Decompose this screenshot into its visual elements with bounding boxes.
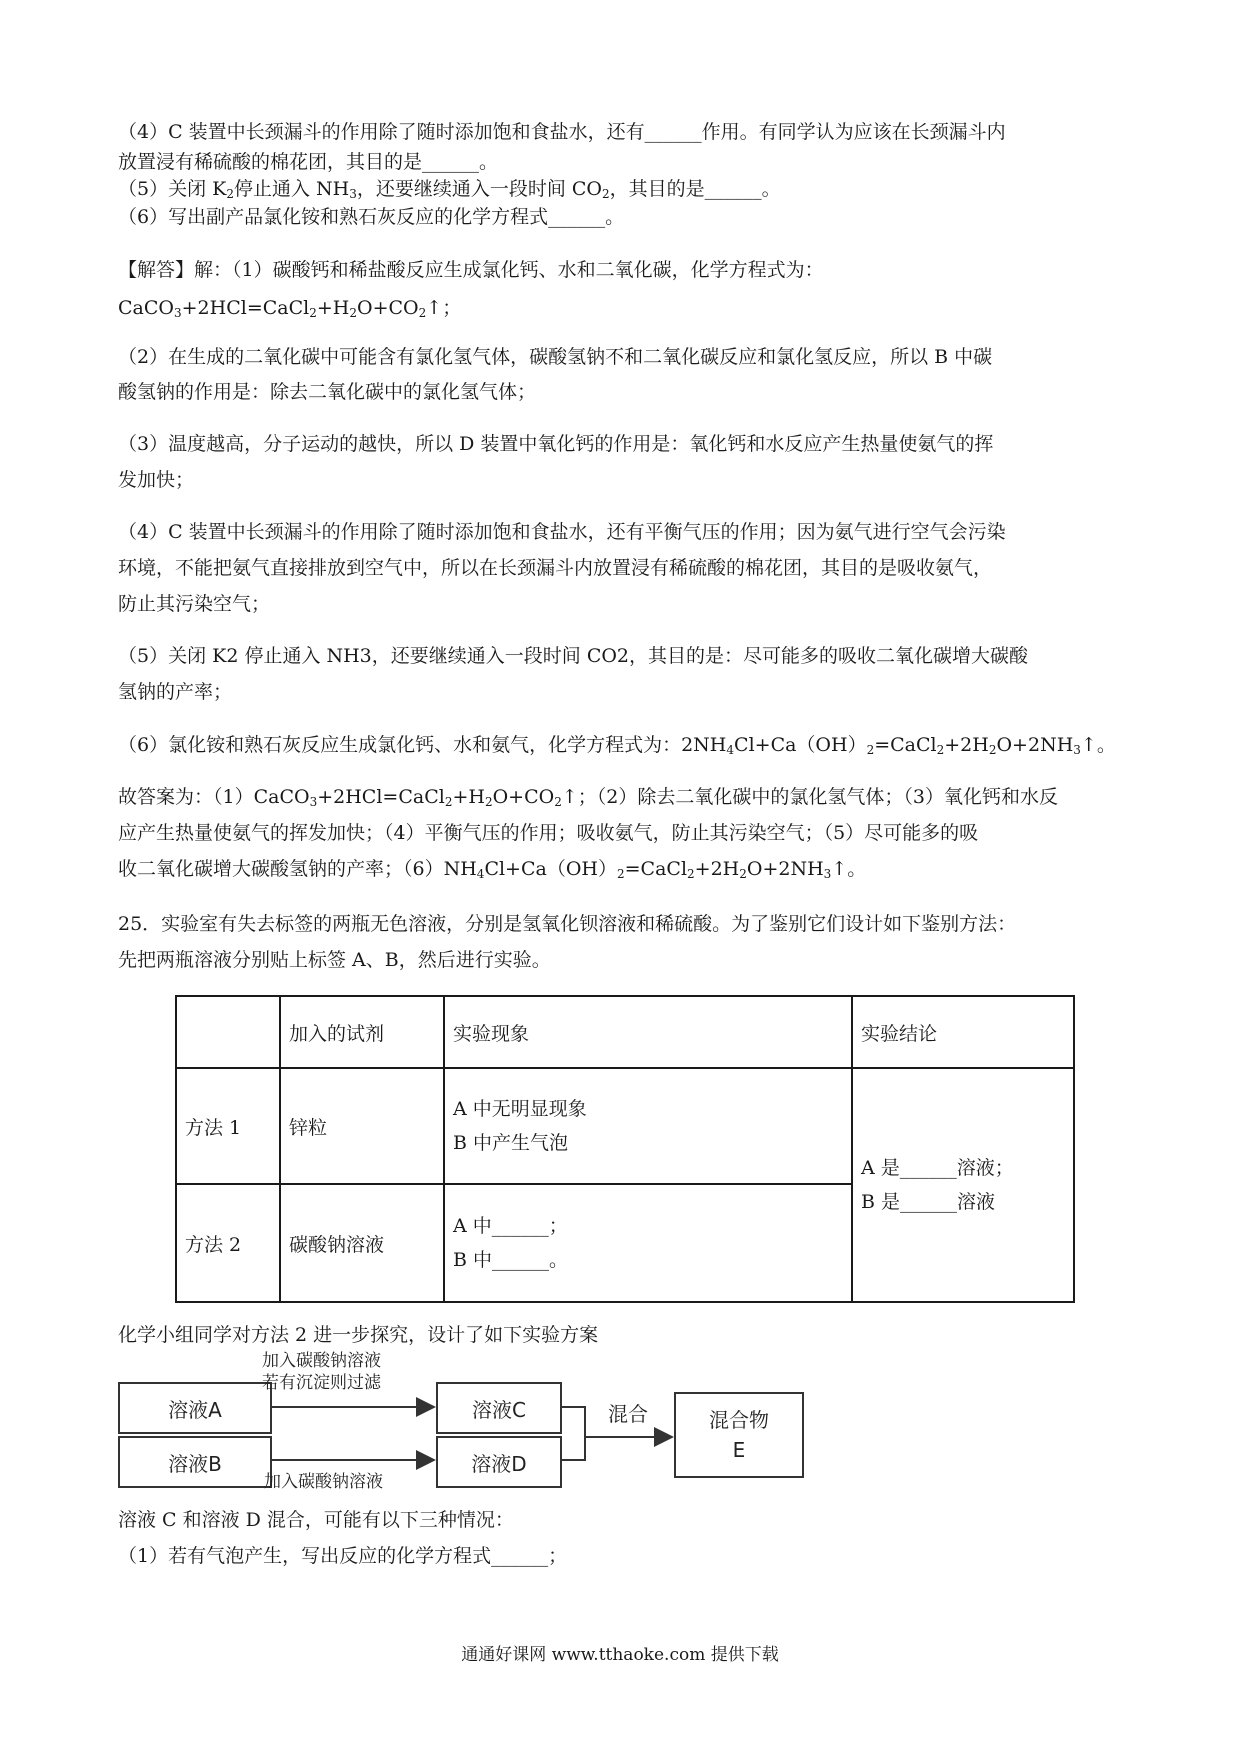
flow-label-mix: 混合 — [608, 1402, 648, 1426]
solution-d-box: 溶液D — [436, 1436, 562, 1488]
flow-label-add-sodium-carbonate-bottom: 加入碳酸钠溶液 — [264, 1472, 383, 1492]
after-table-text: 化学小组同学对方法 2 进一步探究，设计了如下实验方案 — [118, 1324, 599, 1346]
method-1-observation-a: A 中无明显现象 — [453, 1098, 587, 1120]
flow-label-add-sodium-carbonate-top: 加入碳酸钠溶液 — [262, 1351, 381, 1371]
question-4-line-2: 放置浸有稀硫酸的棉花团，其目的是______。 — [118, 151, 499, 173]
answer-3-line-2: 发加快； — [118, 469, 195, 491]
answer-5-line-2: 氢钠的产率； — [118, 681, 233, 703]
answer-3-line-1: （3）温度越高，分子运动的越快，所以 D 装置中氧化钙的作用是：氧化钙和水反应产生热量使氨气的挥 — [118, 433, 994, 455]
question-25-line-1: 25．实验室有失去标签的两瓶无色溶液，分别是氢氧化钡溶液和稀硫酸。为了鉴别它们设计如下鉴别方法： — [118, 913, 1017, 935]
conclusion-a: A 是______溶液； — [861, 1157, 1014, 1179]
final-answer-line-3: 收二氧化碳增大碳酸氢钠的产率；$(6)NH_4Cl+Ca(OH)_2=CaCl_2+2H_2O+2NH_3↑$。 — [118, 858, 867, 881]
question-sub-1: （1）若有气泡产生，写出反应的化学方程式______； — [118, 1545, 568, 1567]
method-2-observation-b: B 中______。 — [453, 1249, 569, 1271]
method-2-observation-a: A 中______； — [453, 1215, 568, 1237]
table-header-cell: 实验结论 — [852, 996, 1074, 1068]
mixture-e-label: 混合物 — [709, 1408, 769, 1432]
page-footer: 通通好课网 www.tthaoke.com 提供下载 — [461, 1645, 779, 1665]
flow-label-filter: 若有沉淀则过滤 — [262, 1373, 381, 1393]
method-1-reagent: 锌粒 — [280, 1068, 444, 1184]
mixture-e-box — [674, 1392, 804, 1478]
answer-1: 【解答】解：（1）碳酸钙和稀盐酸反应生成氯化钙、水和二氧化碳，化学方程式为： — [118, 259, 824, 281]
answer-2-line-2: 酸氢钠的作用是：除去二氧化碳中的氯化氢气体； — [118, 381, 537, 403]
question-5: （5）关闭 $K_2$停止通入 $NH_3$，还要继续通入一段时间 $CO_2$，其目的是______。 — [118, 178, 781, 201]
method-2-name: 方法 2 — [176, 1184, 280, 1302]
conclusion-b: B 是______溶液 — [861, 1191, 996, 1213]
answer-4-line-3: 防止其污染空气； — [118, 593, 271, 615]
answer-5-line-1: （5）关闭 K2 停止通入 NH3，还要继续通入一段时间 CO2，其目的是：尽可能多的吸收二氧化碳增大碳酸 — [118, 645, 1029, 667]
question-25-line-2: 先把两瓶溶液分别贴上标签 A、B，然后进行实验。 — [118, 949, 551, 971]
solution-b-box: 溶液B — [118, 1436, 272, 1488]
table-header-cell: 加入的试剂 — [280, 996, 444, 1068]
equation-1: $CaCO_3+2HCl=CaCl_2+H_2O+CO_2↑$； — [118, 297, 462, 320]
answer-2-line-1: （2）在生成的二氧化碳中可能含有氯化氢气体，碳酸氢钠不和二氧化碳反应和氯化氢反应，所以 B 中碳 — [118, 346, 993, 368]
solution-a-box: 溶液A — [118, 1382, 272, 1434]
after-flow-text: 溶液 C 和溶液 D 混合，可能有以下三种情况： — [118, 1509, 514, 1531]
method-1-name: 方法 1 — [176, 1068, 280, 1184]
final-answer-line-1: 故答案为：$(1)CaCO_3+2HCl=CaCl_2+H_2O+CO_2↑$；（2）除去二氧化碳中的氯化氢气体；（3）氧化钙和水反 — [118, 786, 1058, 809]
method-1-observation-b: B 中产生气泡 — [453, 1132, 569, 1154]
table-header-cell: 实验现象 — [444, 996, 852, 1068]
answer-6: （6）氯化铵和熟石灰反应生成氯化钙、水和氨气，化学方程式为：$2NH_4Cl+Ca(OH)_2=CaCl_2+2H_2O+2NH_3↑$。 — [118, 734, 1116, 757]
question-4-line-1: （4）C 装置中长颈漏斗的作用除了随时添加饱和食盐水，还有______作用。有同学认为应该在长颈漏斗内 — [118, 121, 1006, 143]
mixture-e-letter: E — [732, 1438, 746, 1462]
answer-4-line-1: （4）C 装置中长颈漏斗的作用除了随时添加饱和食盐水，还有平衡气压的作用；因为氨气进行空气会污染 — [118, 521, 1006, 543]
line-c-to-mix — [560, 1407, 585, 1437]
line-d-to-mix — [560, 1437, 585, 1460]
answer-4-line-2: 环境，不能把氨气直接排放到空气中，所以在长颈漏斗内放置浸有稀硫酸的棉花团，其目的是吸收氨气， — [118, 557, 993, 579]
final-answer-line-2: 应产生热量使氨气的挥发加快；（4）平衡气压的作用；吸收氨气，防止其污染空气；（5）尽可能多的吸 — [118, 822, 979, 844]
solution-c-box: 溶液C — [436, 1382, 562, 1434]
question-6: （6）写出副产品氯化铵和熟石灰反应的化学方程式______。 — [118, 206, 625, 228]
method-2-reagent: 碳酸钠溶液 — [280, 1184, 444, 1302]
